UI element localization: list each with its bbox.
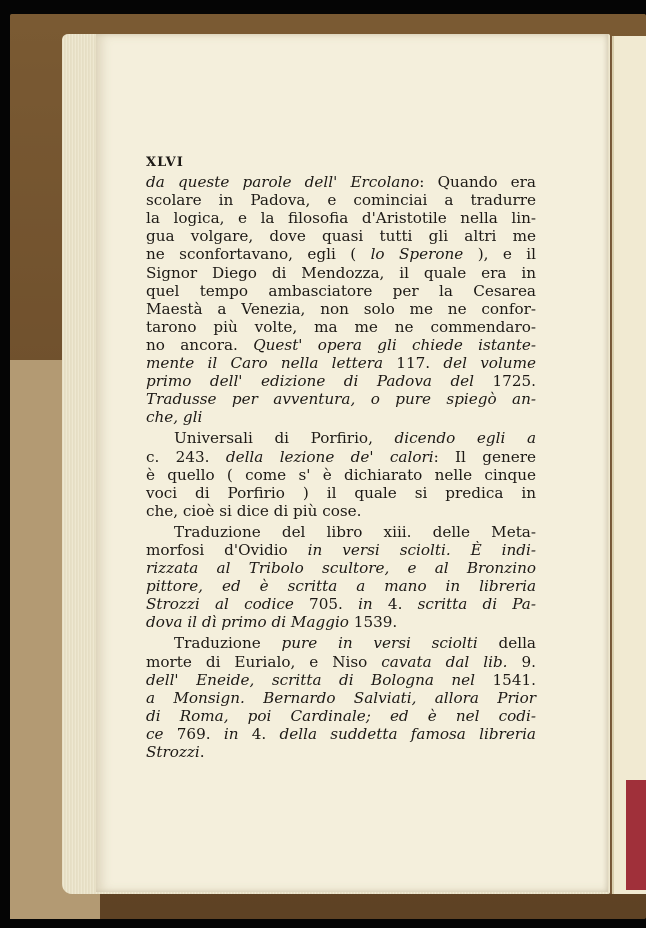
text-segment: : Quando era	[419, 173, 536, 192]
text-line	[146, 743, 536, 761]
italic-text-segment: cavata dal lib.	[381, 652, 508, 671]
text-segment: 705.	[293, 595, 359, 614]
text-segment: 1541.	[475, 670, 536, 689]
text-segment: Maestà a Venezia, non solo me ne confor-	[146, 299, 536, 318]
italic-text-segment: in	[223, 724, 239, 743]
text-line	[146, 245, 536, 263]
italic-text-segment: a Monsign. Bernardo Salviati, allora Prior	[146, 688, 536, 707]
text-line	[146, 541, 536, 559]
paragraphs-container	[146, 173, 536, 761]
italic-text-segment: mente il Caro nella lettera	[146, 354, 384, 373]
italic-text-segment: scritta di Pa-	[417, 595, 536, 614]
text-line	[146, 595, 536, 613]
text-line	[146, 634, 536, 652]
text-segment: 4.	[238, 724, 280, 743]
text-segment: che, cioè si dice di più cose.	[146, 501, 362, 520]
italic-text-segment: del volume	[443, 354, 536, 373]
paragraph	[146, 634, 536, 761]
text-segment: Universali di Porfirio,	[174, 429, 395, 448]
italic-text-segment: dicendo egli a	[394, 429, 536, 448]
text-segment: la logica, e la filosofia d'Aristotile nella lin-	[146, 209, 536, 228]
text-segment: tarono più volte, ma me ne commendaro-	[146, 317, 536, 336]
text-segment: gua volgare, dove quasi tutti gli altri me	[146, 227, 536, 246]
text-segment: ne sconfortavano, egli (	[146, 245, 371, 264]
page-text	[146, 154, 536, 761]
text-line	[146, 209, 536, 227]
text-segment: 4.	[372, 595, 418, 614]
text-line	[146, 653, 536, 671]
text-line	[146, 429, 536, 447]
text-line	[146, 191, 536, 209]
text-line	[146, 173, 536, 191]
text-line	[146, 372, 536, 390]
italic-text-segment: in	[358, 595, 373, 614]
text-line	[146, 448, 536, 466]
text-line	[146, 264, 536, 282]
text-segment: scolare in Padova, e cominciai a tradurre	[146, 191, 536, 210]
italic-text-segment: dova il dì primo di Maggio	[146, 613, 349, 632]
text-segment: quel tempo ambasciatore per la Cesarea	[146, 281, 536, 300]
text-line	[146, 466, 536, 484]
text-segment: 117.	[383, 354, 444, 373]
italic-text-segment: della suddetta famosa libreria	[279, 724, 536, 743]
text-line	[146, 408, 536, 426]
italic-text-segment: da queste parole dell' Ercolano	[146, 173, 420, 192]
italic-text-segment: ce	[146, 724, 164, 743]
italic-text-segment: pittore, ed è scritta a mano in libreria	[146, 577, 536, 596]
italic-text-segment: rizzata al Tribolo scultore, e al Bronzino	[146, 559, 536, 578]
text-segment: voci di Porfirio ) il quale si predica in	[146, 483, 536, 502]
text-line	[146, 390, 536, 408]
italic-text-segment: dell' Eneide, scritta di Bologna nel	[146, 670, 476, 689]
italic-text-segment: Strozzi al codice	[146, 595, 294, 614]
paragraph	[146, 429, 536, 519]
paragraph	[146, 173, 536, 426]
text-line	[146, 318, 536, 336]
page-header-number: XLVI	[146, 155, 184, 170]
italic-text-segment: Strozzi	[146, 743, 200, 761]
text-segment: 769.	[163, 724, 224, 743]
text-segment: Traduzione	[174, 634, 282, 653]
text-segment: morte di Eurialo, e Niso	[146, 652, 382, 671]
text-segment: no ancora.	[146, 335, 254, 354]
text-line	[146, 354, 536, 372]
right-page-edge	[612, 36, 646, 894]
italic-text-segment: della lezione de' calori	[225, 447, 434, 466]
text-segment: 1539.	[348, 613, 398, 632]
text-line	[146, 707, 536, 725]
text-line	[146, 689, 536, 707]
text-line	[146, 725, 536, 743]
italic-text-segment: che, gli	[146, 408, 203, 427]
text-segment: .	[199, 743, 205, 761]
text-segment: c. 243.	[146, 447, 226, 466]
paragraph	[146, 523, 536, 632]
italic-text-segment: Quest' opera gli chiede istante-	[253, 335, 536, 354]
text-line	[146, 282, 536, 300]
text-line	[146, 300, 536, 318]
italic-text-segment: Tradusse per avventura, o pure spiegò an-	[146, 390, 536, 409]
text-segment: della	[477, 634, 536, 653]
text-line	[146, 523, 536, 541]
text-segment: 9.	[507, 652, 536, 671]
text-line	[146, 502, 536, 520]
italic-text-segment: lo Sperone	[370, 245, 464, 264]
text-segment: : Il genere	[433, 447, 536, 466]
text-segment: Signor Diego di Mendozza, il quale era in	[146, 263, 536, 282]
text-line	[146, 613, 536, 631]
text-line	[146, 484, 536, 502]
italic-text-segment: pure in versi sciolti	[281, 634, 478, 653]
italic-text-segment: primo dell' edizione di Padova del	[146, 372, 475, 391]
text-segment: è quello ( come s' è dichiarato nelle cinque	[146, 465, 536, 484]
text-line	[146, 671, 536, 689]
text-segment: Traduzione del libro xiii. delle Meta-	[174, 522, 536, 541]
text-line	[146, 559, 536, 577]
text-line	[146, 227, 536, 245]
text-segment: morfosi d'Ovidio	[146, 540, 308, 559]
text-segment: ), e il	[463, 245, 536, 264]
italic-text-segment: in versi sciolti. È indi-	[307, 540, 536, 559]
text-line	[146, 577, 536, 595]
text-line	[146, 336, 536, 354]
red-bookmark-edge	[626, 780, 646, 890]
italic-text-segment: di Roma, poi Cardinale; ed è nel codi-	[146, 706, 536, 725]
text-segment: 1725.	[474, 372, 537, 391]
